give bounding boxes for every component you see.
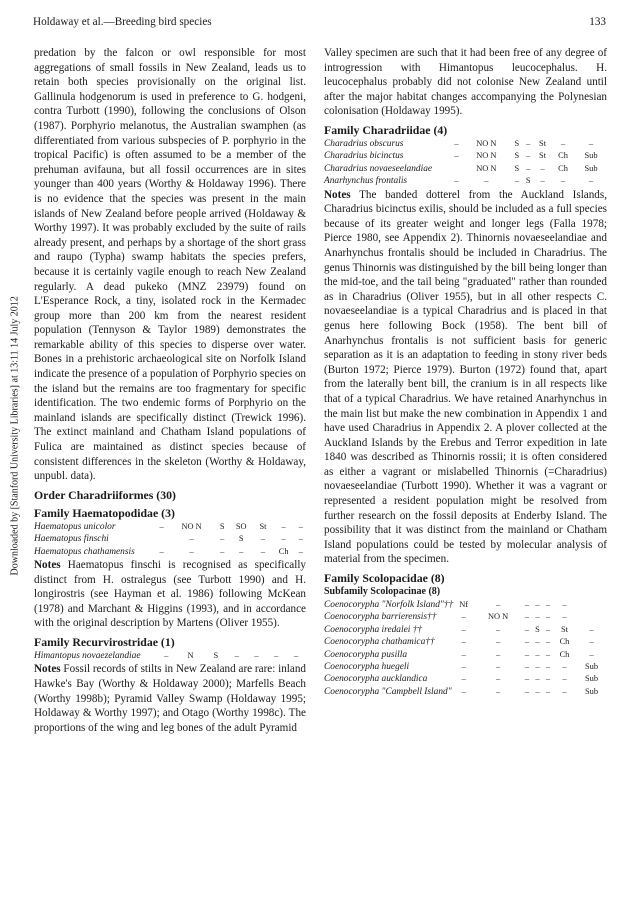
distribution-cell: –: [281, 521, 286, 531]
species-row: [324, 150, 607, 162]
distribution-cell: Sub: [585, 674, 599, 684]
running-header: [33, 16, 606, 30]
species-row: [34, 650, 306, 662]
left-column: [34, 46, 306, 735]
distribution-cell: S: [219, 521, 225, 531]
distribution-cell: [576, 611, 607, 623]
distribution-cell: –: [189, 546, 194, 556]
distribution-cell: –: [535, 600, 540, 610]
distribution-cell: –: [526, 151, 531, 161]
distribution-cell: S: [514, 138, 520, 148]
distribution-cell: S: [535, 624, 540, 634]
distribution-cell: –: [220, 546, 225, 556]
distribution-cell: Sub: [585, 686, 599, 696]
distribution-cell: –: [545, 686, 551, 696]
distribution-cell: Ch: [558, 163, 568, 173]
distribution-cell: SO: [235, 521, 247, 531]
distribution-cell: Ch: [278, 546, 289, 556]
distribution-cell: Sub: [584, 151, 598, 161]
species-name: Haematopus chathamensis: [34, 546, 135, 557]
order-heading: Order Charadriiformes (30): [34, 487, 176, 502]
distribution-cell: –: [189, 534, 194, 544]
distribution-cell: –: [535, 674, 540, 684]
distribution-cell: –: [545, 600, 551, 610]
distribution-cell: –: [535, 649, 540, 659]
subfamily-heading: Subfamily Scolopacinae (8): [324, 586, 441, 598]
species-row: [324, 599, 607, 611]
distribution-cell: –: [496, 686, 501, 696]
species-name: Charadrius novaeseelandiae: [324, 163, 433, 174]
distribution-cell: –: [159, 521, 164, 531]
body-paragraph: Valley specimen are such that it had been free of any degree of introgression with Himantopus leucocephalus. H. leucocephalus probably did not colonise New Zealand until after the major habitat changes accompanying the Polynesian colonisation (Holdaway 1995).: [324, 47, 607, 118]
species-row: [34, 546, 306, 558]
species-name: Coenocorypha "Campbell Island": [324, 686, 452, 697]
distribution-cell: Ch: [559, 637, 570, 647]
distribution-cell: Ch: [559, 649, 570, 659]
distribution-cell: –: [524, 649, 530, 659]
distribution-cell: S: [514, 151, 520, 161]
distribution-cell: –: [562, 686, 567, 696]
family-heading-haematopodidae: Family Haematopodidae (3): [34, 505, 175, 520]
download-watermark: Downloaded by [Stanford University Libraries] at 13:11 14 July 2012: [9, 296, 21, 576]
distribution-cell: –: [535, 637, 540, 647]
distribution-cell: –: [524, 637, 530, 647]
distribution-cell: –: [535, 686, 540, 696]
notes-paragraph: [34, 662, 306, 735]
notes-text: Haematopus finschi is recognised as specifically distinct from H. ostralegus (see Turbott 1990) and H. longirostris (see Hayman et al. 1986) following McKean (1978) and Marchant & Higgins (1993), and in accordance with the original description by Martens (Oliver 1955).: [34, 559, 306, 630]
distribution-cell: –: [461, 637, 466, 647]
distribution-cell: –: [164, 651, 169, 660]
distribution-cell: [156, 533, 166, 545]
distribution-cell: –: [524, 674, 530, 684]
distribution-cell: –: [461, 674, 466, 684]
distribution-cell: –: [254, 651, 259, 660]
notes-text: Fossil records of stilts in New Zealand are rare: inland Hawke's Bay (Worthy & Holdaway 2000); Marfells Beach (Worthy 1998b); Pyramid Valley Swamp (Holdaway 1995; Holdaway & Worthy 1997); and Otago (Worthy 1998c). The proportions of the wing and leg bones of the adult Pyramid: [34, 663, 306, 734]
distribution-cell: –: [589, 649, 594, 659]
distribution-cell: –: [496, 637, 501, 647]
species-table-haematopodidae: [34, 521, 306, 558]
distribution-cell: –: [484, 176, 489, 186]
distribution-cell: –: [545, 612, 551, 622]
notes-label: Notes: [34, 663, 61, 676]
distribution-cell: –: [454, 138, 459, 148]
species-row: [324, 611, 607, 623]
distribution-cell: St: [539, 138, 547, 148]
distribution-cell: S: [213, 651, 219, 660]
family-heading-scolopacidae: Family Scolopacidae (8): [324, 571, 445, 586]
distribution-cell: St: [259, 521, 267, 531]
species-row: [324, 175, 607, 187]
distribution-cell: NO N: [476, 163, 497, 173]
species-name: Coenocorypha chathamica††: [324, 637, 435, 648]
distribution-cell: –: [298, 534, 303, 544]
distribution-cell: –: [524, 624, 530, 634]
distribution-cell: –: [562, 612, 567, 622]
distribution-cell: –: [562, 662, 567, 672]
species-row: [34, 521, 306, 533]
species-row: [324, 163, 607, 175]
distribution-cell: –: [461, 686, 466, 696]
family-heading-charadriidae: Family Charadriidae (4): [324, 122, 448, 137]
family-heading-recurvirostridae: Family Recurvirostridae (1): [34, 635, 175, 649]
distribution-cell: –: [524, 600, 530, 610]
distribution-cell: Sub: [585, 662, 599, 672]
distribution-cell: [576, 599, 607, 611]
species-name: Coenocorypha iredalei ††: [324, 624, 423, 635]
species-table-charadriidae: [324, 138, 607, 188]
right-column: [324, 46, 607, 698]
species-row: [324, 636, 607, 648]
distribution-cell: Nf: [459, 600, 469, 610]
distribution-cell: –: [220, 534, 225, 544]
species-name: Coenocorypha aucklandica: [324, 674, 428, 685]
distribution-cell: –: [454, 151, 459, 161]
distribution-cell: –: [159, 546, 164, 556]
distribution-cell: –: [260, 546, 266, 556]
distribution-cell: –: [293, 651, 299, 660]
notes-paragraph: [34, 558, 306, 631]
distribution-cell: NO N: [181, 521, 202, 531]
distribution-cell: –: [535, 612, 540, 622]
distribution-cell: –: [496, 649, 501, 659]
distribution-cell: –: [496, 624, 501, 634]
distribution-cell: –: [461, 624, 466, 634]
distribution-cell: –: [540, 176, 545, 186]
distribution-cell: –: [562, 600, 567, 610]
species-name: Charadrius bicinctus: [324, 151, 404, 162]
distribution-cell: Sub: [584, 163, 598, 173]
species-name: Haematopus unicolor: [34, 521, 116, 532]
distribution-cell: –: [461, 612, 466, 622]
distribution-cell: S: [238, 534, 244, 544]
distribution-cell: N: [187, 651, 194, 660]
species-name: Coenocorypha huegeli: [324, 662, 410, 673]
distribution-cell: –: [560, 176, 566, 186]
distribution-cell: –: [239, 546, 244, 556]
distribution-cell: –: [524, 612, 530, 622]
distribution-cell: –: [461, 662, 466, 672]
species-name: Haematopus finschi: [34, 534, 109, 545]
running-title: Holdaway et al.—Breeding bird species: [33, 16, 212, 28]
distribution-cell: –: [535, 662, 540, 672]
distribution-cell: St: [539, 151, 547, 161]
distribution-cell: –: [545, 674, 551, 684]
species-table-scolopacidae: [324, 599, 607, 698]
distribution-cell: –: [298, 521, 303, 531]
distribution-cell: –: [589, 637, 594, 647]
distribution-cell: –: [524, 686, 530, 696]
distribution-cell: –: [496, 674, 501, 684]
species-name: Coenocorypha pusilla: [324, 649, 408, 660]
distribution-cell: –: [545, 662, 551, 672]
distribution-cell: –: [562, 674, 567, 684]
distribution-cell: –: [545, 624, 551, 634]
species-row: [324, 649, 607, 661]
notes-paragraph: [324, 188, 607, 567]
distribution-cell: –: [496, 662, 501, 672]
species-row: [324, 673, 607, 685]
page-number: 133: [589, 16, 606, 28]
distribution-cell: –: [514, 176, 519, 186]
species-row: [324, 138, 607, 150]
distribution-cell: [451, 163, 461, 175]
distribution-cell: –: [560, 138, 566, 148]
distribution-cell: S: [525, 176, 531, 186]
distribution-cell: NO N: [476, 138, 497, 148]
species-name: Charadrius obscurus: [324, 138, 404, 149]
distribution-cell: St: [560, 624, 568, 634]
distribution-cell: –: [588, 176, 594, 186]
distribution-cell: –: [589, 624, 594, 634]
species-row: [324, 624, 607, 636]
distribution-cell: –: [454, 176, 459, 186]
distribution-cell: –: [526, 163, 531, 173]
body-paragraph: predation by the falcon or owl responsible for most aggregations of small fossils in New Zealand, leads us to retain both species provisionally on the original list. Gallinula hodgenorum is used in preference to G. hodgeni, contra Turbott (1990), following the conclusions of Olson (1987). Porphyrio melanotus, the Australian swamphen (as differentiated from various subspecies of P. porphyrio in the tropical Pacific) is often assumed to be a member of the prehuman avifauna, but all fossil occurrences are in sites younger than 400 years (Worthy & Holdaway 1996). There is no evidence that the species was present in the main islands of New Zealand before people arrived (Holdaway & Worthy 1997). It was probably excluded by the suite of rails already present, and perhaps by a shortage of the short grass and raupo (Typha) swamp habitats the species prefers, because it is certainly vagile enough to reach New Zealand regularly. A dead pukeko (MNZ 23979) found on L'Esperance Rock, a tiny, isolated rock in the Kermadec group more than 200 km from the nearest resident population (Tennyson & Taylor 1989) demonstrates the remarkable ability of this species to disperse over water. Bones in a prehistoric archaeological site on Norfolk Island indicate the presence of a population of Porphyrio species on the island but the remains are too fragmentary for specific identification. The two endemic forms of Porphyrio on the mainland islands are specifically distinct (Trewick 1996). The extinct mainland and Chatham Island populations of Fulica are maintained as distinct species because of consistent differences in the skeleton (Worthy & Holdaway, unpubl. data).: [34, 47, 306, 483]
species-name: Coenocorypha barrierensis††: [324, 612, 437, 623]
distribution-cell: –: [545, 637, 551, 647]
distribution-cell: S: [514, 163, 520, 173]
notes-text: The banded dotterel from the Auckland Islands, Charadrius bicinctus exilis, should be included as a full species because of its greater weight and longer legs (Falla 1978; Pierce 1980, see Appendix 2). Thinornis novaeseelandiae and Anarhynchus frontalis should be included in Charadrius. The genus Thinornis was distinguished by the bill being longer than the mid-toe, and the tail being "graduated" rather than rounded as in Charadrius (Oliver 1955), but in all other respects C. novaeseelandiae is a typical Charadrius and is placed in that genus here following Bock (1958). The bent bill of Anarhynchus frontalis is not sufficient basis for generic separation as it is an adaptation to feeding in stony river beds (Burton 1972; Pierce 1979). Burton (1972) found that, apart from the laterally bent bill, the cranium is in all respects like that of a typical Charadrius. We have retained Anarhynchus in the main list but make the new combination in Appendix 1 and have used Charadrius in Appendix 2. A plover collected at the Auckland Islands by the Erebus and Terror expedition in late 1840 was described as Thinornis rossii; it is often considered as either a vagrant or mislabelled Thinornis (=Charadrius) novaeseelandiae (Turbott 1990). Whether it was a vagrant or represented a resident population might be resolved from further research on the fossil deposits at Enderby Island. The possibility that it was distinct from the mainland or Chatham Island populations could be tested by molecular analysis of material from the specimen.: [324, 188, 607, 566]
species-row: [324, 686, 607, 698]
distribution-cell: –: [281, 534, 286, 544]
species-name: Himantopus novaezelandiae: [34, 651, 141, 661]
species-name: Coenocorypha "Norfolk Island"††: [324, 600, 454, 611]
distribution-cell: –: [260, 534, 266, 544]
species-row: [34, 533, 306, 545]
distribution-cell: –: [496, 600, 501, 610]
distribution-cell: –: [234, 651, 239, 660]
notes-label: Notes: [34, 559, 61, 572]
distribution-cell: –: [540, 163, 545, 173]
notes-label: Notes: [324, 188, 351, 201]
distribution-cell: –: [298, 546, 303, 556]
distribution-cell: NO N: [476, 151, 497, 161]
distribution-cell: Ch: [558, 151, 568, 161]
distribution-cell: –: [461, 649, 466, 659]
distribution-cell: NO N: [487, 612, 509, 622]
species-name: Anarhynchus frontalis: [324, 176, 408, 187]
distribution-cell: –: [524, 662, 530, 672]
distribution-cell: –: [545, 649, 551, 659]
distribution-cell: –: [526, 138, 531, 148]
species-table-recurvirostridae: [34, 650, 306, 662]
distribution-cell: –: [274, 651, 279, 660]
species-row: [324, 661, 607, 673]
distribution-cell: –: [588, 138, 594, 148]
